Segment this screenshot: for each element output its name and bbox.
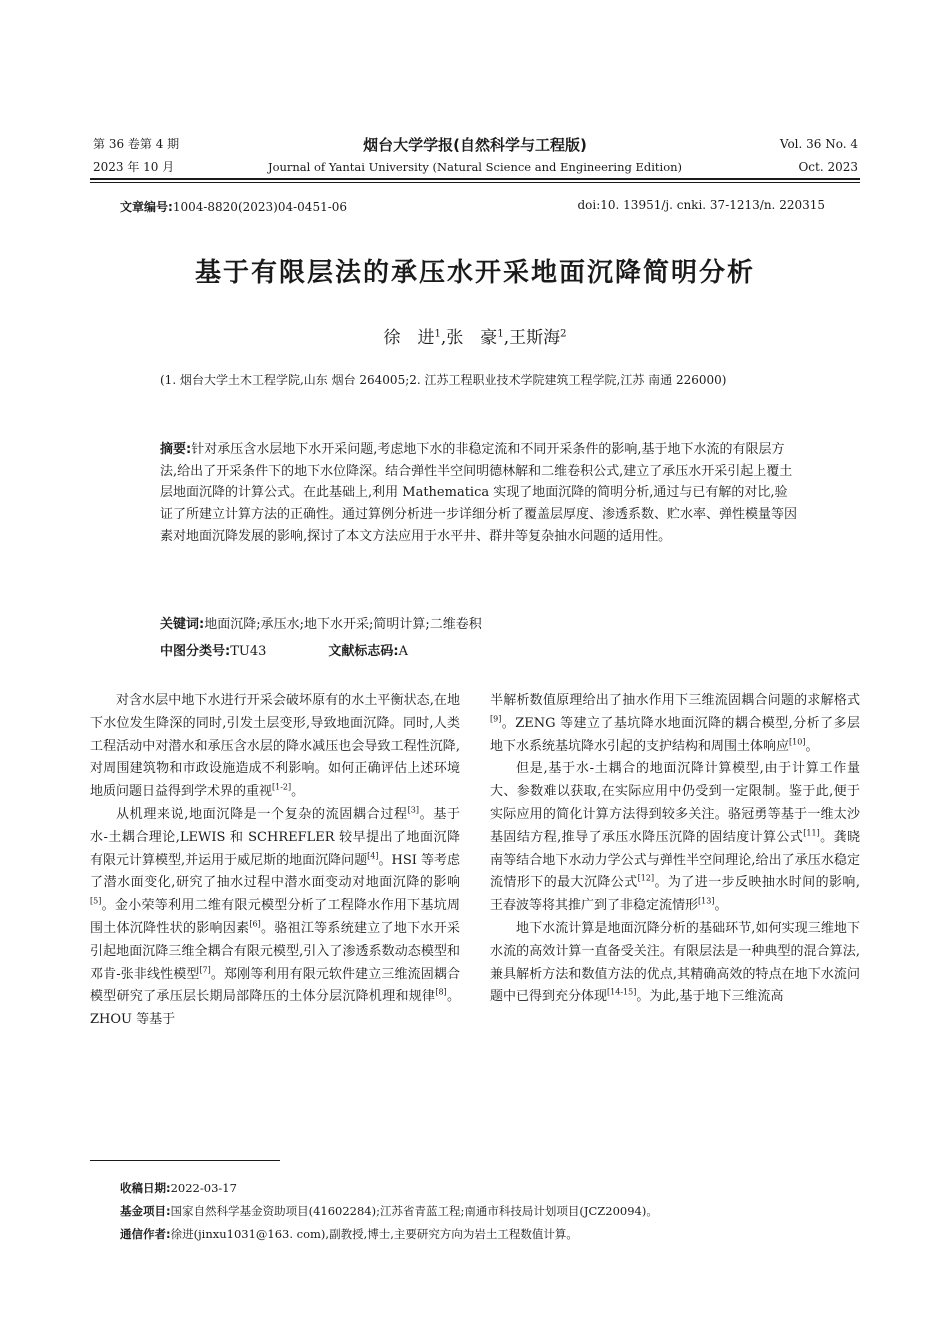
citation: [13] (698, 896, 715, 906)
body-text: 。郑刚等利用有限元软件建立三维流固耦合模型研究了承压层长期局部降压的土体分层沉降机理和规律 (90, 966, 460, 1005)
author-list: 徐 进$^1$,张 豪$^1$,王斯海$^2$ (383, 328, 567, 348)
citation: [7] (199, 965, 211, 975)
clc-value: TU43 (230, 644, 267, 659)
body-paragraph (490, 918, 860, 1009)
volume-issue-en: Vol. 36 No. 4 (779, 137, 858, 151)
keywords-label: 关键词: (160, 617, 205, 632)
body-paragraph (90, 804, 460, 1032)
author-affiliation-mark: 2 (560, 328, 567, 340)
article-number-label: 文章编号: (120, 200, 173, 214)
article-number-value: 1004-8820(2023)04-0451-06 (172, 200, 348, 214)
body-left-column (90, 690, 460, 1032)
citation: [9] (490, 714, 502, 724)
body-paragraph (90, 690, 460, 804)
body-text: 从机理来说,地面沉降是一个复杂的流固耦合过程 (116, 806, 408, 822)
abstract-label: 摘要: (160, 442, 192, 457)
funding-label: 基金项目: (120, 1204, 171, 1218)
footnote-rule (90, 1160, 280, 1161)
citation: [14-15] (607, 988, 637, 998)
date-en: Oct. 2023 (798, 160, 858, 174)
doi: doi:10. 13951/j. cnki. 37-1213/n. 220315 (577, 198, 825, 212)
body-text: 。 (714, 898, 728, 914)
keywords (160, 613, 800, 632)
journal-title-cn: 烟台大学学报(自然科学与工程版) (363, 136, 587, 154)
body-text: 。HSI 等考虑了潜水面变化,研究了抽水过程中潜水面变动对地面沉降的影响 (90, 852, 460, 891)
classification (160, 640, 408, 659)
body-text: 。为此,基于地下三维流高 (636, 989, 784, 1005)
abstract-text: 针对承压含水层地下水开采问题,考虑地下水的非稳定流和不同开采条件的影响,基于地下水流的有限层方法,给出了开采条件下的地下水位降深。结合弹性半空间明德林解和二维卷积公式,建立了承压水开采引起上覆土层地面沉降的计算公式。在此基础上,利用 Mathematica 实现了地面沉降的简明分析,通过与已有解的对比,验证了所建立计算方法的正确性。通过算例分析进一步详细分析了覆盖层厚度、渗透系数、贮水率、弹性模量等因素对地面沉降发展的影响,探讨了本文方法应用于水平井、群井等复杂抽水问题的适用性。 (160, 442, 798, 544)
volume-issue-cn: 第 36 卷第 4 期 (93, 137, 180, 151)
body-text: 。ZHOU 等基于 (90, 989, 460, 1028)
body-text: 。 (805, 738, 819, 754)
body-paragraph (490, 758, 860, 918)
citation: [11] (803, 828, 820, 838)
date-cn: 2023 年 10 月 (93, 160, 175, 174)
citation: [4] (367, 851, 379, 861)
footnote-corresponding (120, 1226, 578, 1242)
doc-code-label: 文献标志码: (328, 644, 399, 659)
funding-text: 国家自然科学基金资助项目(41602284);江苏省青蓝工程;南通市科技局计划项目(JCZ20094)。 (170, 1204, 658, 1218)
body-text: 。基于水-土耦合理论,LEWIS 和 SCHREFLER 较早提出了地面沉降有限元计算模型,并运用于威尼斯的地面沉降问题 (90, 806, 460, 868)
journal-title-en: Journal of Yantai University (Natural Science and Engineering Edition) (267, 160, 683, 174)
author-name: 张 豪 (446, 328, 498, 348)
citation: [5] (90, 896, 102, 906)
citation: [6] (249, 919, 261, 929)
author-affiliation-mark: 1 (434, 328, 441, 340)
header-rule-thin (90, 182, 860, 183)
corresponding-text: 徐进(jinxu1031@163. com),副教授,博士,主要研究方向为岩土工程数值计算。 (170, 1227, 578, 1241)
body-text: 。龚晓南等结合地下水动力学公式与弹性半空间理论,给出了承压水稳定流情形下的最大沉降公式 (490, 829, 860, 891)
author-affiliation-mark: 1 (497, 328, 504, 340)
body-text: 地下水流计算是地面沉降分析的基础环节,如何实现三维地下水流的高效计算一直备受关注。有限层法是一种典型的混合算法,兼具解析方法和数值方法的优点,其精确高效的特点在地下水流问题中已得到充分体现 (490, 920, 860, 1005)
body-paragraph (490, 690, 860, 758)
corresponding-label: 通信作者: (120, 1227, 171, 1241)
body-text: 。金小荣等利用二维有限元模型分析了工程降水作用下基坑周围土体沉降性状的影响因素 (90, 898, 460, 936)
citation: [12] (637, 874, 655, 884)
clc-label: 中图分类号: (160, 644, 231, 659)
body-text: 对含水层中地下水进行开采会破坏原有的水土平衡状态,在地下水位发生降深的同时,引发土层变形,导致地面沉降。同时,人类工程活动中对潜水和承压含水层的降水减压也会导致工程性沉降,对周围建筑物和市政设施造成不利影响。如何正确评估上述环境地质问题日益得到学术界的重视 (90, 693, 460, 800)
affiliations: (1. 烟台大学土木工程学院,山东 烟台 264005;2. 江苏工程职业技术学院建筑工程学院,江苏 南通 226000) (160, 373, 727, 387)
citation: [10] (789, 737, 806, 747)
footnote-received (120, 1180, 237, 1196)
keywords-text: 地面沉降;承压水;地下水开采;简明计算;二维卷积 (204, 617, 482, 632)
paper-title: 基于有限层法的承压水开采地面沉降简明分析 (194, 258, 755, 288)
received-date: 2022-03-17 (170, 1181, 237, 1195)
body-text: 半解析数值原理给出了抽水作用下三维流固耦合问题的求解格式 (490, 693, 860, 708)
header-rule (90, 178, 860, 180)
body-text: 。为了进一步反映抽水时间的影响,王春波等将其推广到了非稳定流情形 (490, 875, 860, 914)
abstract (160, 439, 800, 548)
footnote-funding (120, 1203, 658, 1219)
body-text: 。 (291, 784, 305, 800)
citation: [3] (407, 805, 419, 815)
body-text: 。ZENG 等建立了基坑降水地面沉降的耦合模型,分析了多层地下水系统基坑降水引起的支护结构和周围土体响应 (490, 715, 860, 754)
citation: [8] (435, 988, 447, 998)
body-right-column (490, 690, 860, 1009)
body-text: 。骆祖江等系统建立了地下水开采引起地面沉降三维全耦合有限元模型,引入了渗透系数动态模型和邓肯-张非线性模型 (90, 920, 460, 982)
doc-code-value: A (398, 644, 408, 659)
author-name: 王斯海 (509, 328, 561, 348)
author-name: 徐 进 (383, 328, 435, 348)
article-number (120, 198, 347, 215)
body-text: 但是,基于水-土耦合的地面沉降计算模型,由于计算工作量大、参数难以获取,在实际应用中仍受到一定限制。鉴于此,便于实际应用的简化计算方法得到较多关注。骆冠勇等基于一维太沙基固结方程,推导了承压水降压沉降的固结度计算公式 (490, 761, 860, 845)
received-label: 收稿日期: (120, 1181, 171, 1195)
citation: [1-2] (272, 782, 292, 792)
